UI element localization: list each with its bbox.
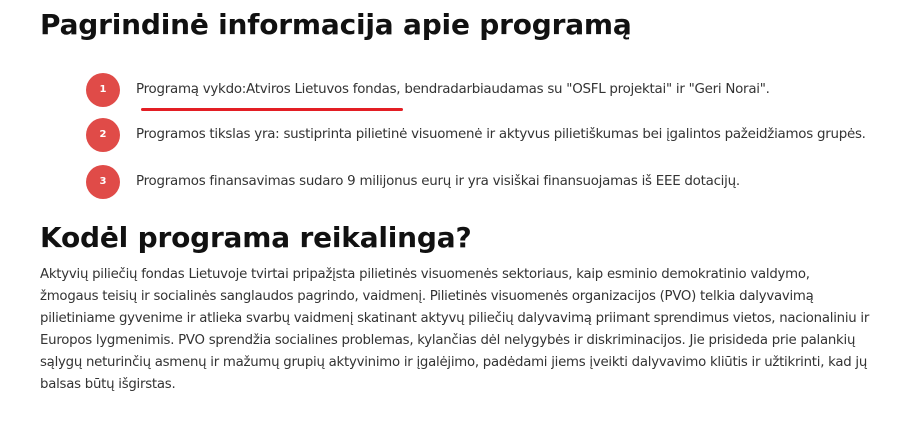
list-item-text: Programos tikslas yra: sustiprinta pilietinė visuomenė ir aktyvus pilietiškumas bei įgalintos pažeidžiamos grupės. <box>136 127 866 142</box>
step-number-badge: 1 <box>86 73 120 107</box>
section-title-main-info: Pagrindinė informacija apie programą <box>40 8 632 41</box>
body-paragraph: Aktyvių piliečių fondas Lietuvoje tvirtai pripažįsta pilietinės visuomenės sektoriaus, kaip esminio demokratinio valdymo, žmogaus teisių ir socialinės sanglaudos pagrindo, vaidmenį. Pilietinės visuomenės organizacijos (PVO) telkia dalyvavimą pilietiniame gyvenime ir atlieka svarbų vaidmenį skatinant aktyvų piliečių dalyvavimą priimant sprendimus vietos, nacionaliniu ir Europos lygmenimis. PVO sprendžia socialines problemas, kylančias dėl nelygybės ir diskriminacijos. Jie prisideda prie palankių sąlygų neturinčių asmenų ir mažumų grupių aktyvinimo ir įgalėjimo, padėdami jiems įveikti dalyvavimo kliūtis ir užtikrinti, kad jų balsas būtų išgirstas. <box>40 267 870 392</box>
red-underline-annotation <box>141 108 403 111</box>
list-item <box>86 118 886 152</box>
step-number-badge: 2 <box>86 118 120 152</box>
list-item-text: Programos finansavimas sudaro 9 milijonus eurų ir yra visiškai finansuojamas iš EEE dotacijų. <box>136 174 740 189</box>
list-item <box>86 165 886 199</box>
list-item-text: Programą vykdo:Atviros Lietuvos fondas, bendradarbiaudamas su "OSFL projektai" ir "Geri Norai". <box>136 82 770 97</box>
section-title-why-needed: Kodėl programa reikalinga? <box>40 221 472 254</box>
list-item <box>86 73 886 107</box>
step-number-badge: 3 <box>86 165 120 199</box>
